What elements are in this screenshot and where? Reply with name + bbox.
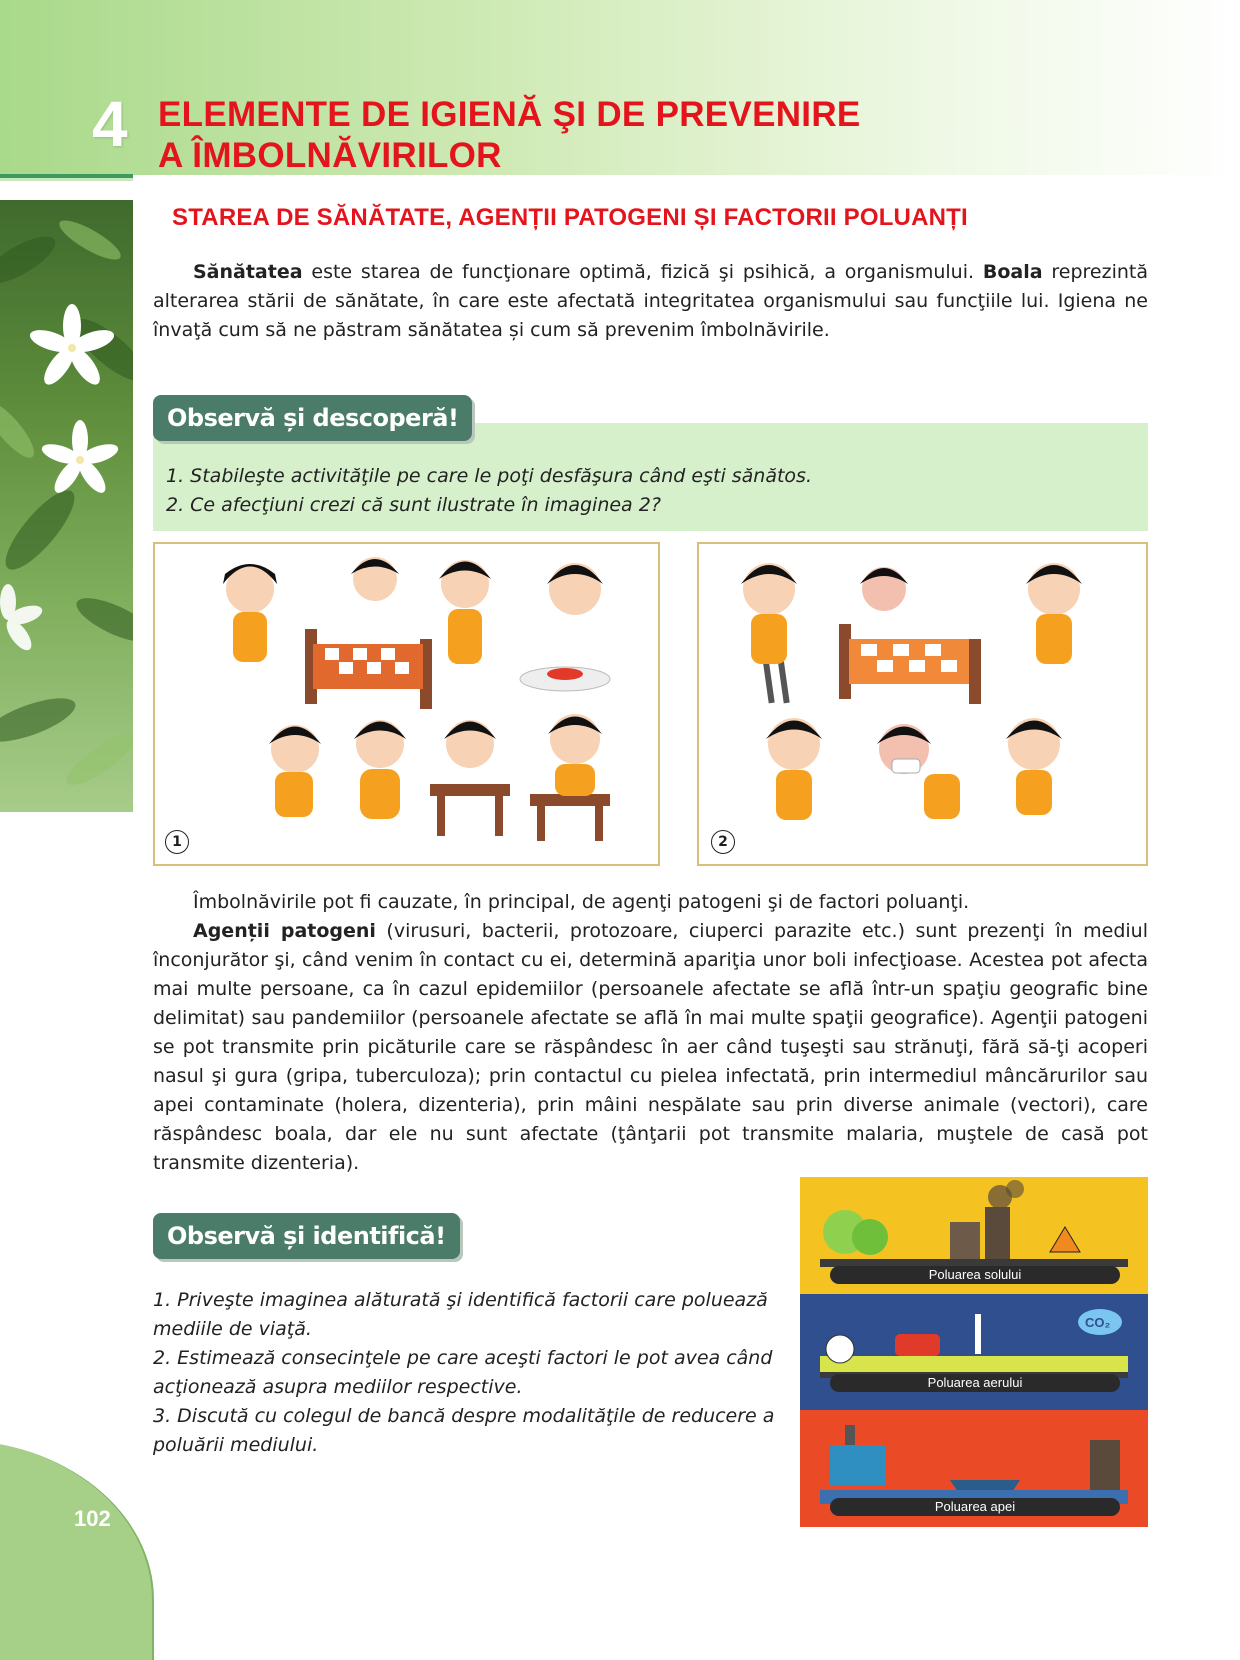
intro-text-1: este starea de funcţionare optimă, fizică şi psihică, a organismului. [302, 261, 983, 283]
chapter-title-line1: ELEMENTE DE IGIENĂ ŞI DE PREVENIRE [158, 95, 861, 134]
soil-pollution-label: Poluarea solului [830, 1266, 1120, 1284]
observe-identify-badge: Observă și identifică! [153, 1213, 460, 1259]
observe-identify-tasks [153, 1286, 783, 1460]
co2-label: CO₂ [1085, 1315, 1111, 1330]
task-item: 2. Ce afecţiuni crezi că sunt ilustrate în imaginea 2? [166, 494, 661, 516]
chapter-title [158, 94, 861, 176]
term-disease: Boala [982, 261, 1043, 283]
section-title: STAREA DE SĂNĂTATE, AGENȚII PATOGENI ȘI FACTORII POLUANȚI [172, 204, 968, 231]
intro-text-2: reprezintă alterarea stării de sănătate, în care este afectată integritatea organismului sau funcţiile lui. Igiena ne învaţă cum să ne păstram sănătatea și cum să prevenim îmbolnăvirile. [153, 261, 1149, 341]
soil-pollution-panel [800, 1177, 1148, 1294]
chapter-title-line2: A ÎMBOLNĂVIRILOR [158, 136, 502, 175]
healthy-activities-image [155, 544, 658, 864]
chapter-number: 4 [92, 88, 128, 160]
flower-icon [0, 200, 133, 812]
jasmine-flowers-photo [0, 200, 133, 812]
page-number: 102 [74, 1506, 111, 1531]
observe-discover-tasks [166, 462, 1136, 520]
water-pollution-label: Poluarea apei [830, 1498, 1120, 1516]
page-corner-decoration [0, 1440, 154, 1660]
body-paragraph-2: (virusuri, bacterii, protozoare, ciuperci parazite etc.) sunt prezenţi în mediul înconjurător şi, când venim în contact cu ei, determină apariţia unor boli infecţioase. Acestea pot afecta mai multe persoane, ca în cazul epidemiilor (persoanele afectate se află într-un spaţiu geografic bine delimitat) sau pandemiilor (persoanele afectate se află în mai multe spaţii geografice). Agenţii patogeni se pot transmite prin picăturile care se răspândesc în aer când tuşeşti sau strănuţi, fără să-ţi acoperi nasul şi gura (gripa, tuberculoza); prin contactul cu pielea infectată, prin intermediul mâncărurilor sau apei contaminate (holera, dizenteria), prin mâini nespălate sau prin diverse animale (vectori), care răspândesc boala, dar ele nu sunt afectate (ţânţarii pot transmite malaria, muştele de casă pot transmite dizenteria). [153, 920, 1148, 1174]
intro-paragraph [153, 258, 1148, 345]
image-number-2: 2 [711, 830, 735, 854]
illness-image [699, 544, 1146, 864]
task-item: 1. Priveşte imaginea alăturată şi identifică factorii care poluează mediile de viaţă. [153, 1289, 768, 1340]
task-item: 3. Discută cu colegul de bancă despre modalităţile de reducere a poluării mediului. [153, 1405, 775, 1456]
water-pollution-panel [800, 1410, 1148, 1527]
sick-child-illustration [697, 542, 1148, 866]
healthy-child-illustration [153, 542, 660, 866]
image-number-1: 1 [165, 830, 189, 854]
observe-discover-badge: Observă și descoperă! [153, 395, 472, 441]
air-pollution-panel [800, 1294, 1148, 1410]
body-paragraph-1: Îmbolnăvirile pot fi cauzate, în principal, de agenţi patogeni şi de factori poluanţi. [193, 891, 970, 913]
pollution-illustration [800, 1177, 1148, 1527]
pathogens-paragraph [153, 888, 1148, 1178]
term-health: Sănătatea [193, 261, 303, 283]
air-pollution-label: Poluarea aerului [830, 1374, 1120, 1392]
car-icon [800, 1294, 1148, 1410]
task-item: 1. Stabileşte activităţile pe care le poţi desfăşura când eşti sănătos. [166, 465, 812, 487]
header-divider-light [0, 178, 133, 181]
term-pathogens: Agenții patogeni [193, 920, 376, 942]
task-item: 2. Estimează consecinţele pe care aceşti factori le pot avea când acţionează asupra mediilor respective. [153, 1347, 773, 1398]
